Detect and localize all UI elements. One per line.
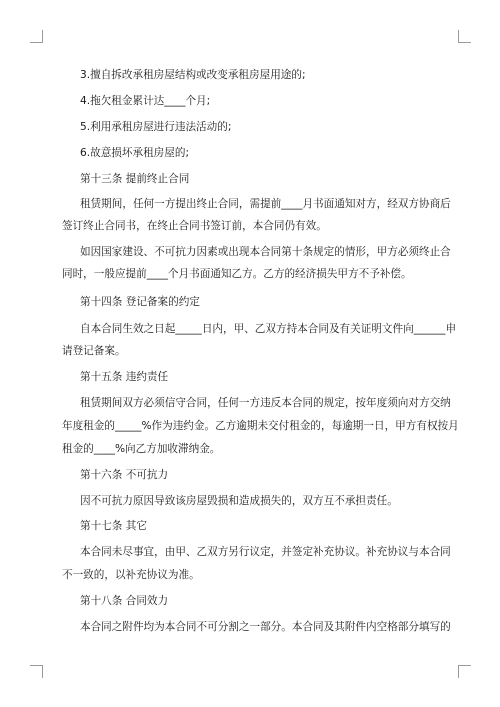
- article-15-paragraph-line-1: 租赁期间双方必须信守合同，任何一方违反本合同的规定，按年度须向对方交纳: [80, 397, 451, 409]
- article-13-paragraph-1-line-1: 租赁期间，任何一方提出终止合同，需提前____月书面通知对方，经双方协商后: [80, 198, 451, 210]
- clause-item-3: 3.擅自拆改承租房屋结构或改变承租房屋用途的;: [80, 69, 306, 81]
- article-18-heading: 第十八条 合同效力: [80, 595, 169, 607]
- article-13-paragraph-2-line-2: 同时，一般应提前____个月书面通知乙方。乙方的经济损失甲方不予补偿。: [62, 268, 412, 280]
- article-17-paragraph-line-1: 本合同未尽事宜，由甲、乙双方另行议定，并签定补充协议。补充协议与本合同: [80, 546, 451, 558]
- article-18-paragraph-line-1: 本合同之附件均为本合同不可分割之一部分。本合同及其附件内空格部分填写的: [80, 621, 451, 633]
- article-13-paragraph-1-line-2: 签订终止合同书，在终止合同书签订前，本合同仍有效。: [62, 220, 327, 232]
- crop-mark-top-right: [458, 30, 471, 43]
- article-13-heading: 第十三条 提前终止合同: [80, 173, 190, 185]
- clause-item-6: 6.故意损坏承租房屋的;: [80, 147, 190, 159]
- clause-item-4: 4.拖欠租金累计达____个月;: [80, 95, 211, 107]
- article-17-heading: 第十七条 其它: [80, 520, 147, 532]
- article-14-paragraph-line-2: 请登记备案。: [62, 345, 126, 357]
- article-14-heading: 第十四条 登记备案的约定: [80, 296, 200, 308]
- clause-item-5: 5.利用承租房屋进行违法活动的;: [80, 121, 232, 133]
- crop-mark-bottom-left: [30, 665, 43, 678]
- article-16-paragraph: 因不可抗力原因导致该房屋毁损和造成损失的，双方互不承担责任。: [80, 495, 398, 507]
- article-13-paragraph-2-line-1: 如因国家建设、不可抗力因素或出现本合同第十条规定的情形，甲方必须终止合: [80, 246, 451, 258]
- crop-mark-bottom-right: [458, 665, 471, 678]
- article-16-heading: 第十六条 不可抗力: [80, 469, 169, 481]
- article-15-paragraph-line-3: 租金的____%向乙方加收滞纳金。: [62, 443, 221, 455]
- article-15-heading: 第十五条 违约责任: [80, 371, 169, 383]
- article-15-paragraph-line-2: 年度租金的_____%作为违约金。乙方逾期未交付租金的，每逾期一日，甲方有权按月: [62, 420, 459, 432]
- crop-mark-top-left: [30, 30, 43, 43]
- article-17-paragraph-line-2: 不一致的，以补充协议为准。: [62, 569, 200, 581]
- article-14-paragraph-line-1: 自本合同生效之日起_____日内，甲、乙双方持本合同及有关证明文件向______申: [80, 323, 457, 335]
